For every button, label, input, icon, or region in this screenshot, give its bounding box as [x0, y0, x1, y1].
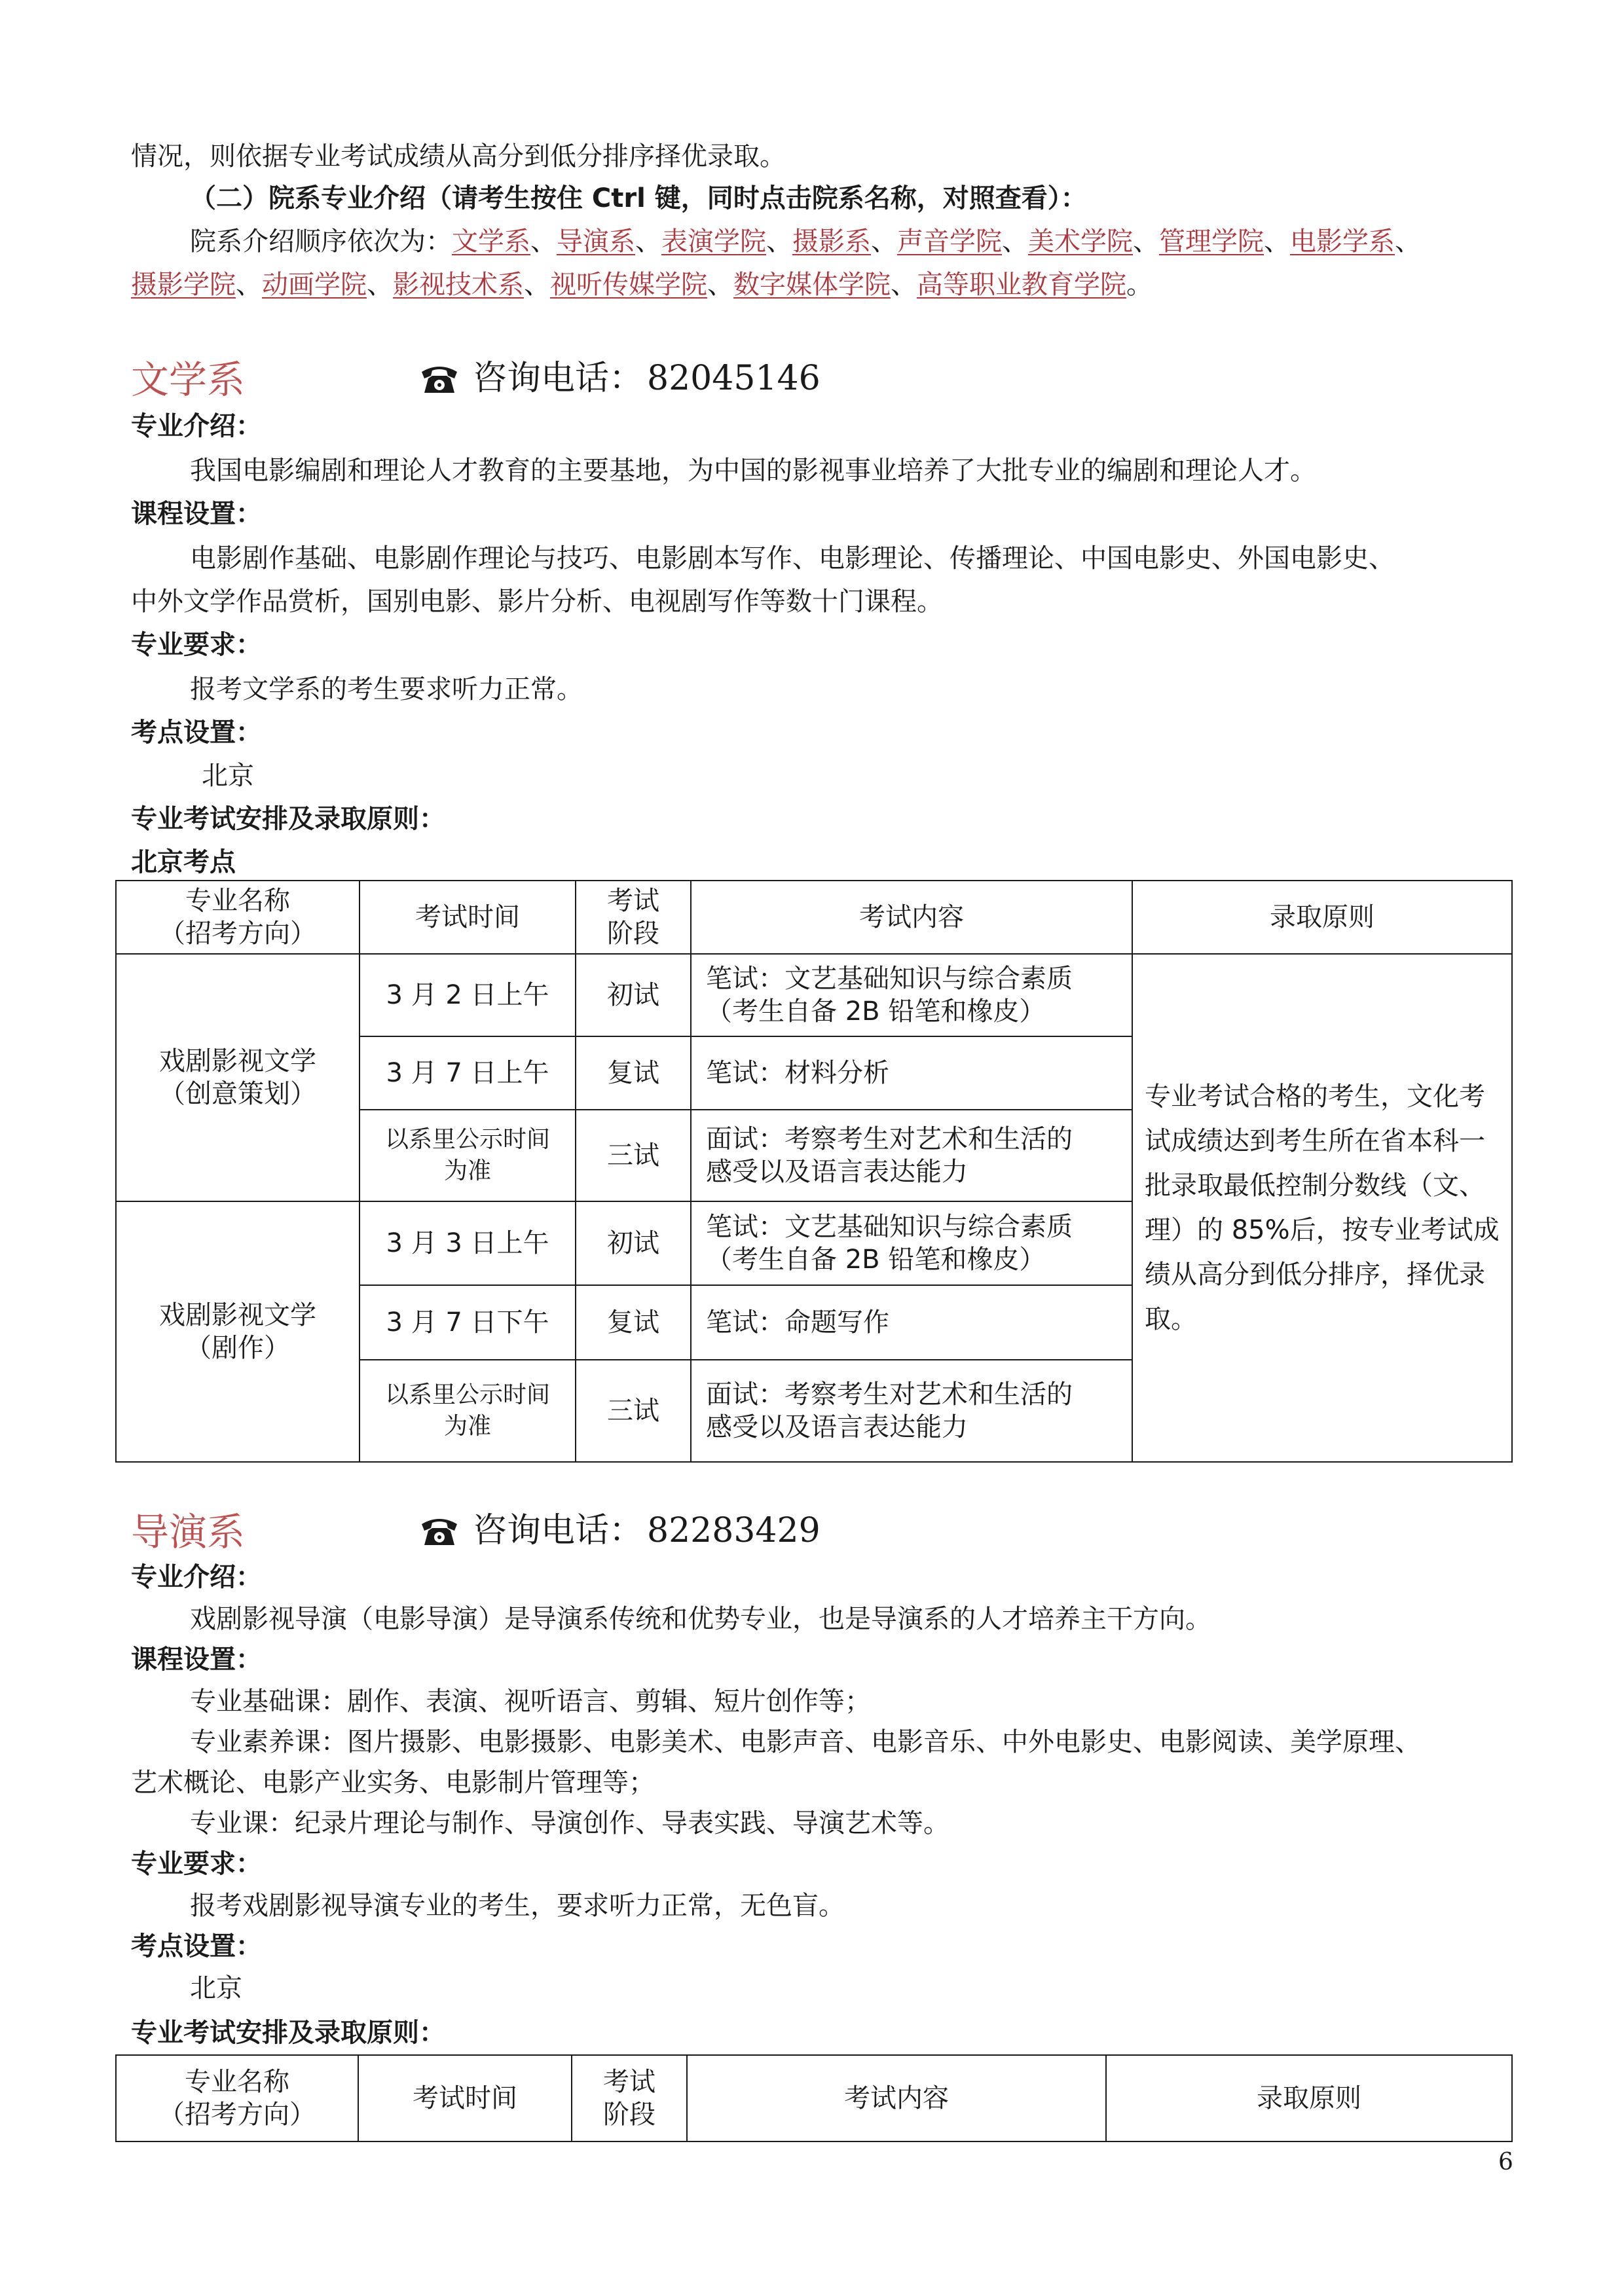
exam-schedule-table — [115, 880, 1513, 1463]
requirement-text: 报考戏剧影视导演专业的考生，要求听力正常，无色盲。 — [190, 1891, 845, 1921]
department-link[interactable]: 摄影学院 — [131, 270, 236, 300]
department-order-label: 院系介绍顺序依次为： — [190, 227, 452, 257]
exam-site-text: 北京 — [202, 761, 254, 791]
department-link[interactable]: 动画学院 — [262, 270, 367, 300]
exam-content: 笔试：文艺基础知识与综合素质 （考生自备 2B 铅笔和橡皮） — [691, 954, 1132, 1036]
header-content: 考试内容 — [691, 881, 1132, 954]
exam-site-label: 考点设置： — [131, 718, 262, 748]
phone-number: 82283429 — [647, 1511, 821, 1550]
header-rule: 录取原则 — [1106, 2055, 1512, 2141]
header-time: 考试时间 — [360, 881, 576, 954]
table-header-row — [116, 2055, 1512, 2141]
header-rule: 录取原则 — [1132, 881, 1512, 954]
department-order: 院系介绍顺序依次为：文学系、导演系、表演学院、摄影系、声音学院、美术学院、管理学院、电影学系、 — [190, 227, 1421, 257]
consult-phone — [419, 1508, 821, 1554]
exam-stage: 初试 — [576, 954, 691, 1036]
department-link[interactable]: 文学系 — [452, 227, 530, 257]
exam-stage: 初试 — [576, 1201, 691, 1285]
intro-line: 情况，则依据专业考试成绩从高分到低分排序择优录取。 — [131, 141, 786, 172]
exam-site-heading: 北京考点 — [131, 847, 236, 877]
department-link[interactable]: 高等职业教育学院 — [917, 270, 1126, 300]
major-name: 戏剧影视文学 （创意策划） — [116, 954, 360, 1201]
intro-text: 我国电影编剧和理论人才教育的主要基地，为中国的影视事业培养了大批专业的编剧和理论人才。 — [190, 456, 1316, 486]
header-time: 考试时间 — [358, 2055, 572, 2141]
department-link[interactable]: 美术学院 — [1028, 227, 1133, 257]
requirement-text: 报考文学系的考生要求听力正常。 — [190, 674, 583, 704]
telephone-icon — [419, 1514, 460, 1548]
exam-time: 以系里公示时间 为准 — [360, 1110, 576, 1201]
phone-label: 咨询电话： — [473, 359, 644, 398]
major-name: 戏剧影视文学 （剧作） — [116, 1201, 360, 1462]
intro-label: 专业介绍： — [131, 411, 262, 441]
department-link[interactable]: 影视技术系 — [393, 270, 524, 300]
header-stage: 考试 阶段 — [576, 881, 691, 954]
course-label: 课程设置： — [131, 499, 262, 529]
exam-time: 3 月 7 日下午 — [360, 1285, 576, 1360]
department-link[interactable]: 导演系 — [557, 227, 635, 257]
course-text: 艺术概论、电影产业实务、电影制片管理等； — [131, 1768, 655, 1798]
header-major: 专业名称 （招考方向） — [116, 881, 360, 954]
department-link[interactable]: 视听传媒学院 — [550, 270, 707, 300]
exam-content: 面试：考察考生对艺术和生活的 感受以及语言表达能力 — [691, 1110, 1132, 1201]
section-heading: （二）院系专业介绍（请考生按住 Ctrl 键，同时点击院系名称，对照查看）： — [190, 183, 1087, 213]
exam-stage: 复试 — [576, 1285, 691, 1360]
course-text: 中外文学作品赏析，国别电影、影片分析、电视剧写作等数十门课程。 — [131, 587, 943, 617]
header-content: 考试内容 — [687, 2055, 1106, 2141]
department-title-literature: 文学系 — [131, 357, 246, 402]
exam-time: 3 月 3 日上午 — [360, 1201, 576, 1285]
course-text: 专业课：纪录片理论与制作、导演创作、导表实践、导演艺术等。 — [190, 1808, 950, 1838]
exam-stage: 三试 — [576, 1110, 691, 1201]
department-link[interactable]: 数字媒体学院 — [733, 270, 891, 300]
table-header-row — [116, 881, 1512, 954]
exam-stage: 复试 — [576, 1036, 691, 1110]
admission-rule: 专业考试合格的考生，文化考试成绩达到考生所在省本科一批录取最低控制分数线（文、理）的 85%后，按专业考试成绩从高分到低分排序，择优录取。 — [1132, 954, 1512, 1462]
exam-site-label: 考点设置： — [131, 1931, 262, 1961]
department-title-directing: 导演系 — [131, 1510, 246, 1554]
exam-content: 笔试：材料分析 — [691, 1036, 1132, 1110]
exam-content: 笔试：命题写作 — [691, 1285, 1132, 1360]
department-link[interactable]: 表演学院 — [661, 227, 766, 257]
exam-schedule-table — [115, 2054, 1513, 2142]
intro-label: 专业介绍： — [131, 1562, 262, 1592]
page-number: 6 — [1498, 2149, 1513, 2176]
course-text: 专业基础课：剧作、表演、视听语言、剪辑、短片创作等； — [190, 1686, 871, 1717]
header-major: 专业名称 （招考方向） — [116, 2055, 358, 2141]
exam-time: 3 月 2 日上午 — [360, 954, 576, 1036]
course-text: 电影剧作基础、电影剧作理论与技巧、电影剧本写作、电影理论、传播理论、中国电影史、外国电影史、 — [190, 543, 1395, 574]
course-label: 课程设置： — [131, 1645, 262, 1675]
department-order-cont: 摄影学院、动画学院、影视技术系、视听传媒学院、数字媒体学院、高等职业教育学院。 — [131, 270, 1153, 300]
requirement-label: 专业要求： — [131, 1849, 262, 1879]
table-row — [116, 954, 1512, 1036]
department-link[interactable]: 摄影系 — [792, 227, 871, 257]
phone-number: 82045146 — [647, 359, 821, 398]
course-text: 专业素养课：图片摄影、电影摄影、电影美术、电影声音、电影音乐、中外电影史、电影阅读、美学原理、 — [190, 1727, 1421, 1757]
exam-stage: 三试 — [576, 1360, 691, 1462]
arrangement-label: 专业考试安排及录取原则： — [131, 2018, 445, 2048]
intro-text: 戏剧影视导演（电影导演）是导演系传统和优势专业，也是导演系的人才培养主干方向。 — [190, 1604, 1211, 1634]
department-link[interactable]: 声音学院 — [897, 227, 1002, 257]
exam-time: 以系里公示时间 为准 — [360, 1360, 576, 1462]
phone-label: 咨询电话： — [473, 1511, 644, 1550]
exam-content: 面试：考察考生对艺术和生活的 感受以及语言表达能力 — [691, 1360, 1132, 1462]
header-stage: 考试 阶段 — [572, 2055, 687, 2141]
department-link[interactable]: 电影学系 — [1290, 227, 1395, 257]
exam-time: 3 月 7 日上午 — [360, 1036, 576, 1110]
department-link[interactable]: 管理学院 — [1159, 227, 1264, 257]
arrangement-label: 专业考试安排及录取原则： — [131, 804, 445, 834]
exam-site-text: 北京 — [190, 1973, 242, 2003]
exam-content: 笔试：文艺基础知识与综合素质 （考生自备 2B 铅笔和橡皮） — [691, 1201, 1132, 1285]
consult-phone — [419, 355, 821, 401]
telephone-icon — [419, 361, 460, 395]
requirement-label: 专业要求： — [131, 630, 262, 660]
